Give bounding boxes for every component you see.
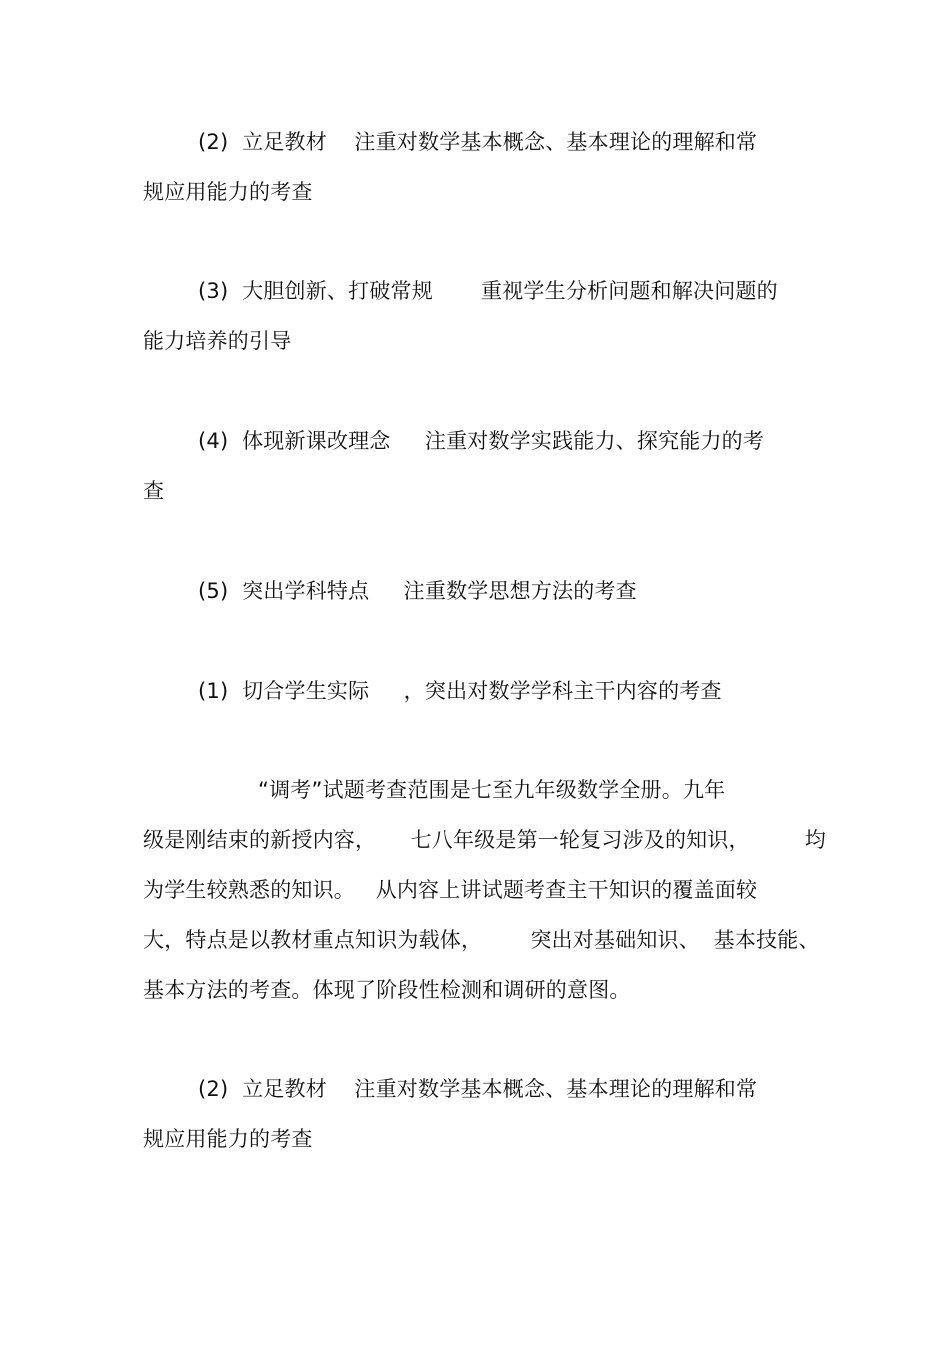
paragraph-1-line-1: (2) 立足教材 注重对数学基本概念、基本理论的理解和常 [198,130,758,154]
paragraph-6-line-3: 为学生较熟悉的知识。 从内容上讲试题考查主干知识的覆盖面较 [143,878,758,902]
paragraph-1-line-2: 规应用能力的考查 [143,180,313,204]
paragraph-4-line-1: (5) 突出学科特点 注重数学思想方法的考查 [198,579,637,603]
paragraph-6-line-2: 级是刚结束的新授内容， 七八年级是第一轮复习涉及的知识， 均 [143,828,826,852]
paragraph-7-line-2: 规应用能力的考查 [143,1127,313,1151]
paragraph-7-line-1: (2) 立足教材 注重对数学基本概念、基本理论的理解和常 [198,1077,758,1101]
paragraph-6-line-4: 大，特点是以教材重点知识为载体， 突出对基础知识、 基本技能、 [143,928,820,952]
paragraph-6-line-1: “调考”试题考查范围是七至九年级数学全册。九年 [258,778,726,802]
paragraph-2-line-1: (3) 大胆创新、打破常规 重视学生分析问题和解决问题的 [198,279,778,303]
paragraph-3-line-2: 查 [143,479,165,503]
paragraph-5-line-1: (1) 切合学生实际 ，突出对数学学科主干内容的考查 [198,679,722,703]
paragraph-2-line-2: 能力培养的引导 [143,329,292,353]
paragraph-3-line-1: (4) 体现新课改理念 注重对数学实践能力、探究能力的考 [198,429,765,453]
paragraph-6-line-5: 基本方法的考查。体现了阶段性检测和调研的意图。 [143,978,631,1002]
